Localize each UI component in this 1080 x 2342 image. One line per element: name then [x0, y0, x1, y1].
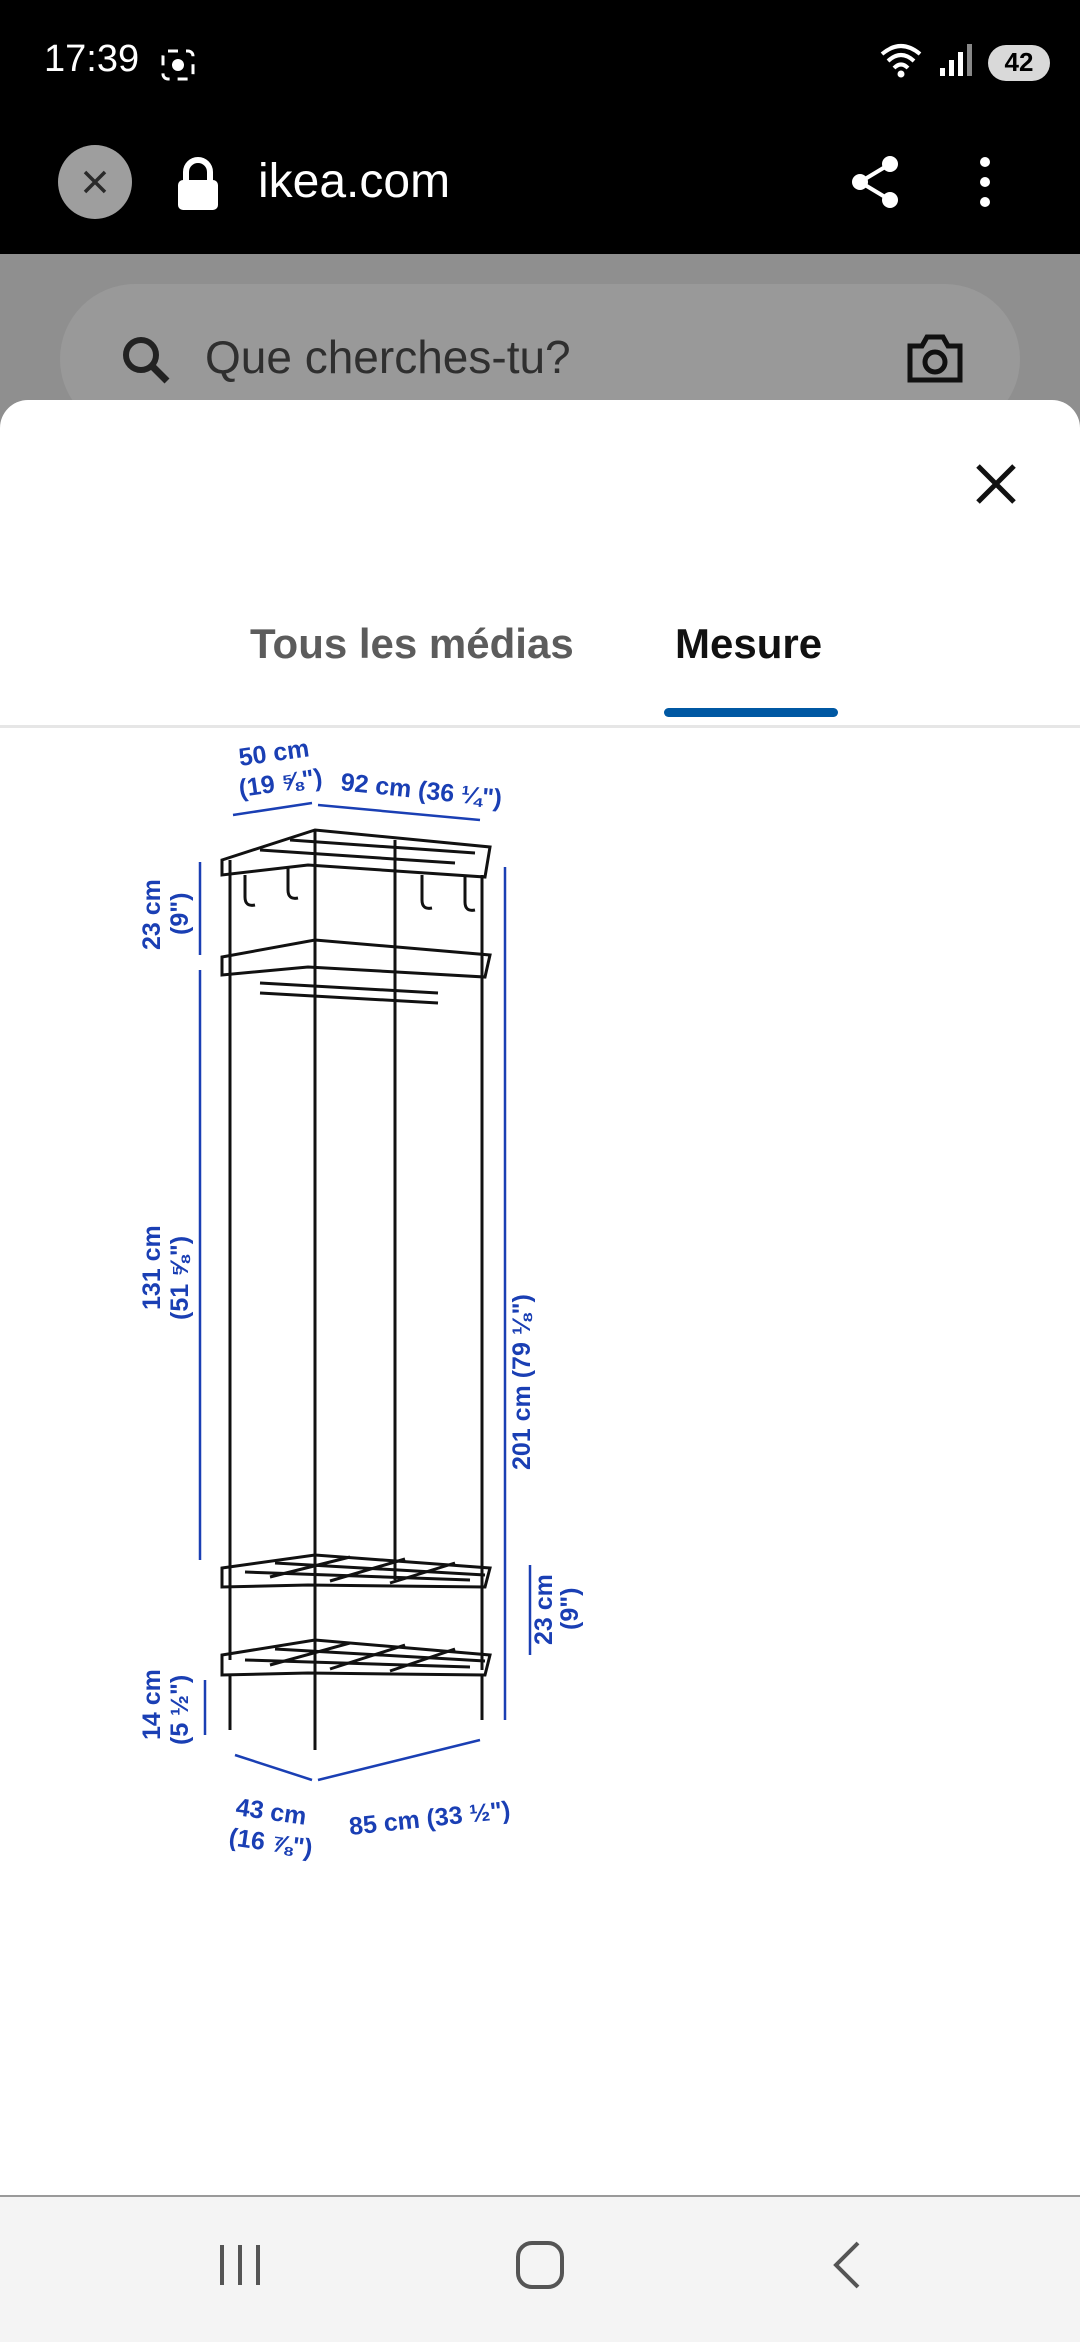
media-sheet	[0, 400, 1080, 2195]
home-icon	[512, 2237, 568, 2293]
camera-icon[interactable]	[906, 332, 964, 389]
rack-drawing	[222, 830, 490, 1750]
close-icon	[970, 458, 1022, 510]
recent-apps-button[interactable]	[212, 2237, 268, 2298]
url-text[interactable]: ikea.com	[258, 155, 451, 208]
tab-all-media[interactable]: Tous les médias	[250, 620, 574, 667]
height-bottom-cm: 14 cm	[138, 1669, 166, 1740]
search-icon	[120, 334, 172, 391]
height-total-label: 201 cm (79 ⅛")	[508, 1294, 536, 1470]
share-icon[interactable]	[848, 154, 904, 215]
height-bottom-inch: (5 ½")	[166, 1674, 194, 1745]
height-top-shelf-cm: 23 cm	[138, 879, 166, 950]
close-sheet-button[interactable]	[970, 458, 1022, 510]
depth-bottom-cm: 43 cm	[234, 1793, 309, 1831]
status-indicators	[878, 42, 1050, 83]
tab-measure[interactable]: Mesure	[675, 620, 823, 667]
search-placeholder: Que cherches-tu?	[205, 331, 571, 383]
height-bottom-shelf-right-cm: 23 cm	[530, 1574, 558, 1645]
lock-icon	[176, 158, 220, 217]
more-options-icon[interactable]	[970, 154, 1000, 215]
status-time: 17:39	[44, 38, 140, 80]
wifi-icon	[878, 42, 924, 83]
height-middle-inch: (51 ⅝")	[166, 1235, 194, 1320]
status-bar	[0, 0, 1080, 130]
height-bottom-shelf-right-inch: (9")	[556, 1587, 584, 1630]
system-nav-bar	[0, 2195, 1080, 2342]
screenshot-icon	[160, 48, 196, 87]
height-top-shelf-inch: (9")	[166, 892, 194, 935]
home-button[interactable]	[512, 2237, 568, 2298]
dimension-diagram	[138, 734, 880, 2215]
depth-top-inch: (19 ⅝")	[236, 763, 325, 803]
height-middle-cm: 131 cm	[138, 1225, 166, 1310]
depth-top-cm: 50 cm	[236, 734, 312, 772]
width-bottom-label: 85 cm (33 ½")	[347, 1796, 512, 1841]
media-tabs	[0, 600, 1080, 728]
close-icon	[81, 168, 109, 196]
signal-icon	[938, 42, 974, 83]
close-tab-button[interactable]	[58, 145, 132, 219]
recent-apps-icon	[212, 2237, 268, 2293]
back-button[interactable]	[820, 2237, 876, 2298]
browser-toolbar	[0, 130, 1080, 254]
width-top-label: 92 cm (36 ¼")	[339, 768, 504, 813]
battery-indicator: 42	[988, 45, 1050, 81]
active-tab-indicator	[664, 708, 838, 717]
depth-bottom-inch: (16 ⅞")	[227, 1823, 315, 1863]
back-icon	[820, 2237, 876, 2293]
